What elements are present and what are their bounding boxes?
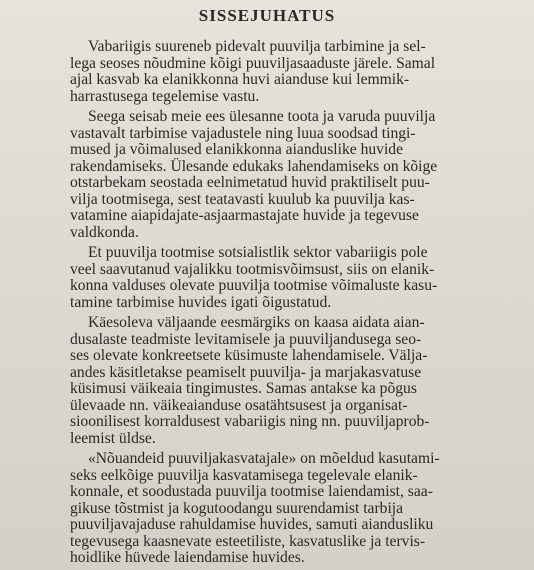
text-line: konnale, et soodustada puuvilja tootmise laiendamist, saa- — [70, 483, 433, 500]
text-line: lega seoses nõudmine kõigi puuviljasaaduste järele. Samal — [70, 54, 436, 72]
paragraph — [70, 39, 517, 105]
text-line: hoidlike hüvede laiendamise huvides. — [70, 549, 305, 566]
text-line: valdkonda. — [70, 223, 139, 241]
text-line: Et puuvilja tootmise sotsialistlik sektor vabariigis pole — [88, 244, 428, 261]
text-line: tegevusega kaasnevate esteetiliste, kasvatuslike ja tervis- — [70, 532, 426, 550]
text-line: ajal kasvab ka elanikkonna huvi aianduse kui lemmik- — [70, 71, 410, 88]
text-line: harrastusega tegelemise vastu. — [70, 87, 260, 105]
paragraph — [70, 245, 517, 311]
text-line: konna valduses olevate puuvilja tootmise võimaluste kasu- — [70, 277, 438, 294]
paragraph — [70, 451, 517, 567]
text-line: Seega seisab meie ees ülesanne toota ja varuda puuvilja — [88, 108, 436, 125]
text-line: gikuse tõstmist ja kogutoodangu suurendamist tarbija — [70, 499, 404, 517]
text-line: küsimusi väikeaia tingimustes. Samas antakse ka põgus — [70, 380, 417, 397]
text-line: puuviljavajaduse rahuldamise huvides, samuti aiandusliku — [70, 516, 434, 533]
text-line: ülevaade nn. väikeaianduse osatähtsusest ja organisat- — [70, 396, 408, 414]
text-line: otstarbekam seostada eelnimetatud huvid praktiliselt puu- — [70, 174, 430, 191]
text-line: leemist üldse. — [70, 429, 156, 447]
text-line: vatamine aiapidajate-asjaarmastajate huvide ja tegevuse — [70, 207, 419, 224]
text-line: tamine tarbimise huvides igati õigustatud. — [70, 293, 332, 311]
body-text — [70, 39, 517, 570]
text-line: andes käsitletakse peamiselt puuvilja- ja marjakasvatuse — [70, 363, 422, 381]
text-line: vastavalt tarbimise vajadustele ning luua soodsad tingi- — [70, 124, 416, 142]
text-line: veel saavutanud vajalikku tootmisvõimsust, siis on elanik- — [70, 260, 435, 278]
text-line: dusalaste teadmiste levitamisele ja puuviljandusega seo- — [70, 330, 422, 348]
text-line: ses olevate konkreetsete küsimuste lahendamisele. Välja- — [70, 347, 428, 364]
paragraph — [70, 315, 517, 447]
text-line: sioonilisest korraldusest vabariigis ning nn. puuviljaprob- — [70, 413, 430, 430]
text-line: Käesoleva väljaande eesmärgiks on kaasa aidata aian- — [88, 314, 425, 331]
text-line: vilja tootmisega, sest teatavasti kuulub ka puuvilja kas- — [70, 190, 415, 208]
text-line: seks eelkõige puuvilja kasvatamisega tegelevale elanik- — [70, 466, 418, 484]
text-line: «Nõuandeid puuviljakasvatajale» on mõeldud kasutami- — [88, 450, 440, 467]
text-line: mused ja võimalused elanikkonna aianduslike huvide — [70, 141, 404, 158]
paragraph — [70, 109, 517, 241]
text-line: Vabariigis suureneb pidevalt puuvilja tarbimine ja sel- — [88, 38, 426, 55]
text-line: rakendamiseks. Ülesande edukaks lahendamiseks on kõige — [70, 157, 438, 175]
page-title: SISSEJUHATUS — [198, 6, 336, 25]
